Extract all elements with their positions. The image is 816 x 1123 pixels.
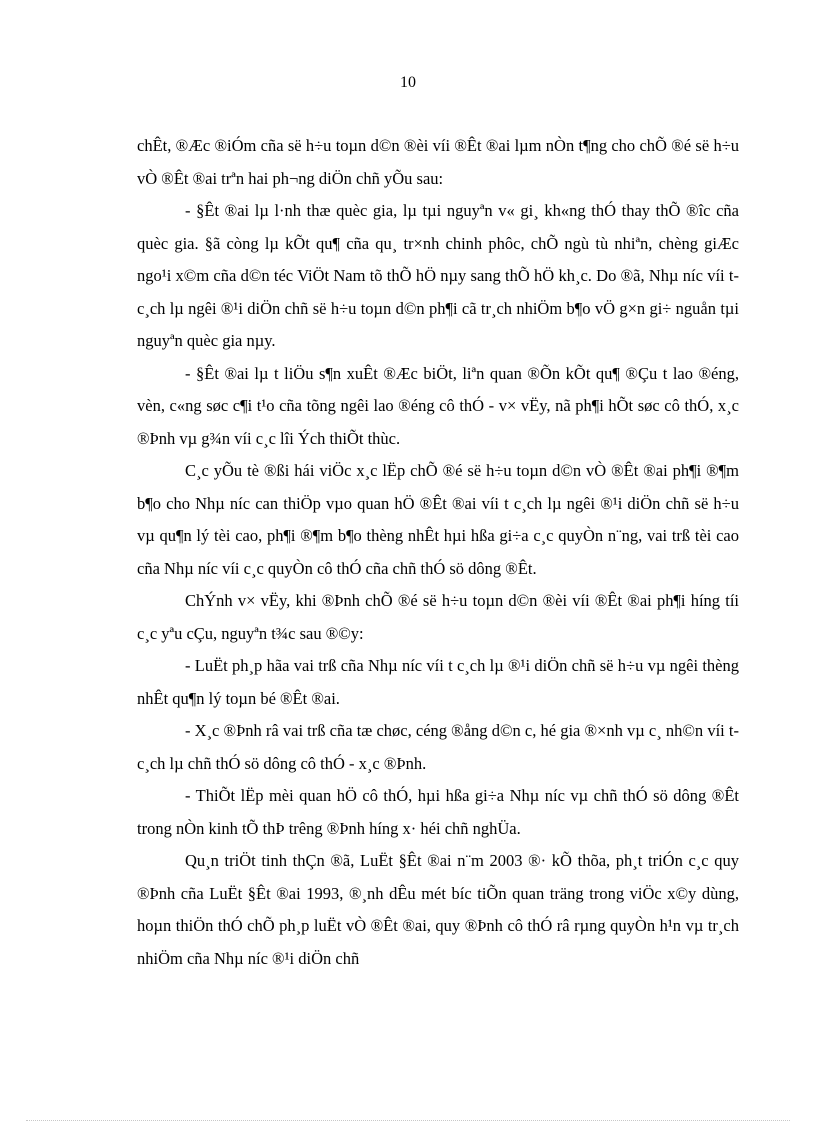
paragraph-6: - LuËt ph¸p hãa vai trß cña Nhµ níc víi t c¸ch lµ ®¹i diÖn chñ së h÷u vµ ngêi thèng nhÊt qu¶n lý toµn bé ®Êt ®ai. (137, 656, 739, 708)
paragraph-2: - §Êt ®ai lµ l·nh thæ quèc gia, lµ tµi nguyªn v« gi¸ kh«ng thÓ thay thÕ ®îc cña quèc gia. §ã còng lµ kÕt qu¶ cña qu¸ tr×nh chinh phôc, chÕ ngù tù nhiªn, chèng giÆc ngo¹i x©m cña d©n téc ViÖt Nam tõ thÕ hÖ nµy sang thÕ hÖ kh¸c. Do ®ã, Nhµ níc víi t c¸ch lµ ngêi ®¹i diÖn chñ së h÷u toµn d©n ph¶i cã tr¸ch nhiÖm b¶o vÖ g×n gi÷ nguån tµi nguyªn quèc gia nµy. (137, 201, 739, 350)
paragraph-3: - §Êt ®ai lµ t liÖu s¶n xuÊt ®Æc biÖt, liªn quan ®Õn kÕt qu¶ ®Çu t lao ®éng, vèn, c«ng søc c¶i t¹o cña tõng ngêi lao ®éng cô thÓ - v× vËy, nã ph¶i hÕt søc cô thÓ, x¸c ®Þnh vµ g¾n víi c¸c lîi Ých thiÕt thùc. (137, 363, 739, 448)
page-number: 10 (400, 74, 416, 91)
paragraph-7: - X¸c ®Þnh râ vai trß cña tæ chøc, céng ®ång d©n c, hé gia ®×nh vµ c¸ nh©n víi t c¸ch lµ chñ thÓ sö dông cô thÓ - x¸c ®Þnh. (137, 721, 739, 773)
paragraph-5: ChÝnh v× vËy, khi ®Þnh chÕ ®é së h÷u toµn d©n ®èi víi ®Êt ®ai ph¶i híng tíi c¸c yªu cÇu, nguyªn t¾c sau ®©y: (137, 591, 739, 643)
paragraph-8: - ThiÕt lËp mèi quan hÖ cô thÓ, hµi hßa gi÷a Nhµ níc vµ chñ thÓ sö dông ®Êt trong nÒn kinh tÕ thÞ trêng ®Þnh híng x· héi chñ nghÜa. (137, 786, 739, 838)
page-bottom-divider (26, 1120, 790, 1121)
paragraph-1: chÊt, ®Æc ®iÓm cña së h÷u toµn d©n ®èi víi ®Êt ®ai lµm nÒn t¶ng cho chÕ ®é së h÷u vÒ ®Êt ®ai trªn hai ph¬ng diÖn chñ yÕu sau: (137, 136, 739, 188)
paragraph-9: Qu¸n triÖt tinh thÇn ®ã, LuËt §Êt ®ai n¨m 2003 ®· kÕ thõa, ph¸t triÓn c¸c quy ®Þnh cña LuËt §Êt ®ai 1993, ®¸nh dÊu mét bíc tiÕn quan träng trong viÖc x©y dùng, hoµn thiÖn thÓ chÕ ph¸p luËt vÒ ®Êt ®ai, quy ®Þnh cô thÓ râ rµng quyÒn h¹n vµ tr¸ch nhiÖm cña Nhµ níc ®¹i diÖn chñ (137, 851, 739, 968)
document-body (137, 130, 739, 975)
paragraph-4: C¸c yÕu tè ®ßi hái viÖc x¸c lËp chÕ ®é së h÷u toµn d©n vÒ ®Êt ®ai ph¶i ®¶m b¶o cho Nhµ níc can thiÖp vµo quan hÖ ®Êt ®ai víi t c¸ch lµ ngêi ®¹i diÖn chñ së h÷u vµ qu¶n lý tèi cao, ph¶i ®¶m b¶o thèng nhÊt hµi hßa gi÷a c¸c quyÒn n¨ng, vai trß tèi cao cña Nhµ níc víi c¸c quyÒn cô thÓ cña chñ thÓ sö dông ®Êt. (137, 461, 739, 578)
